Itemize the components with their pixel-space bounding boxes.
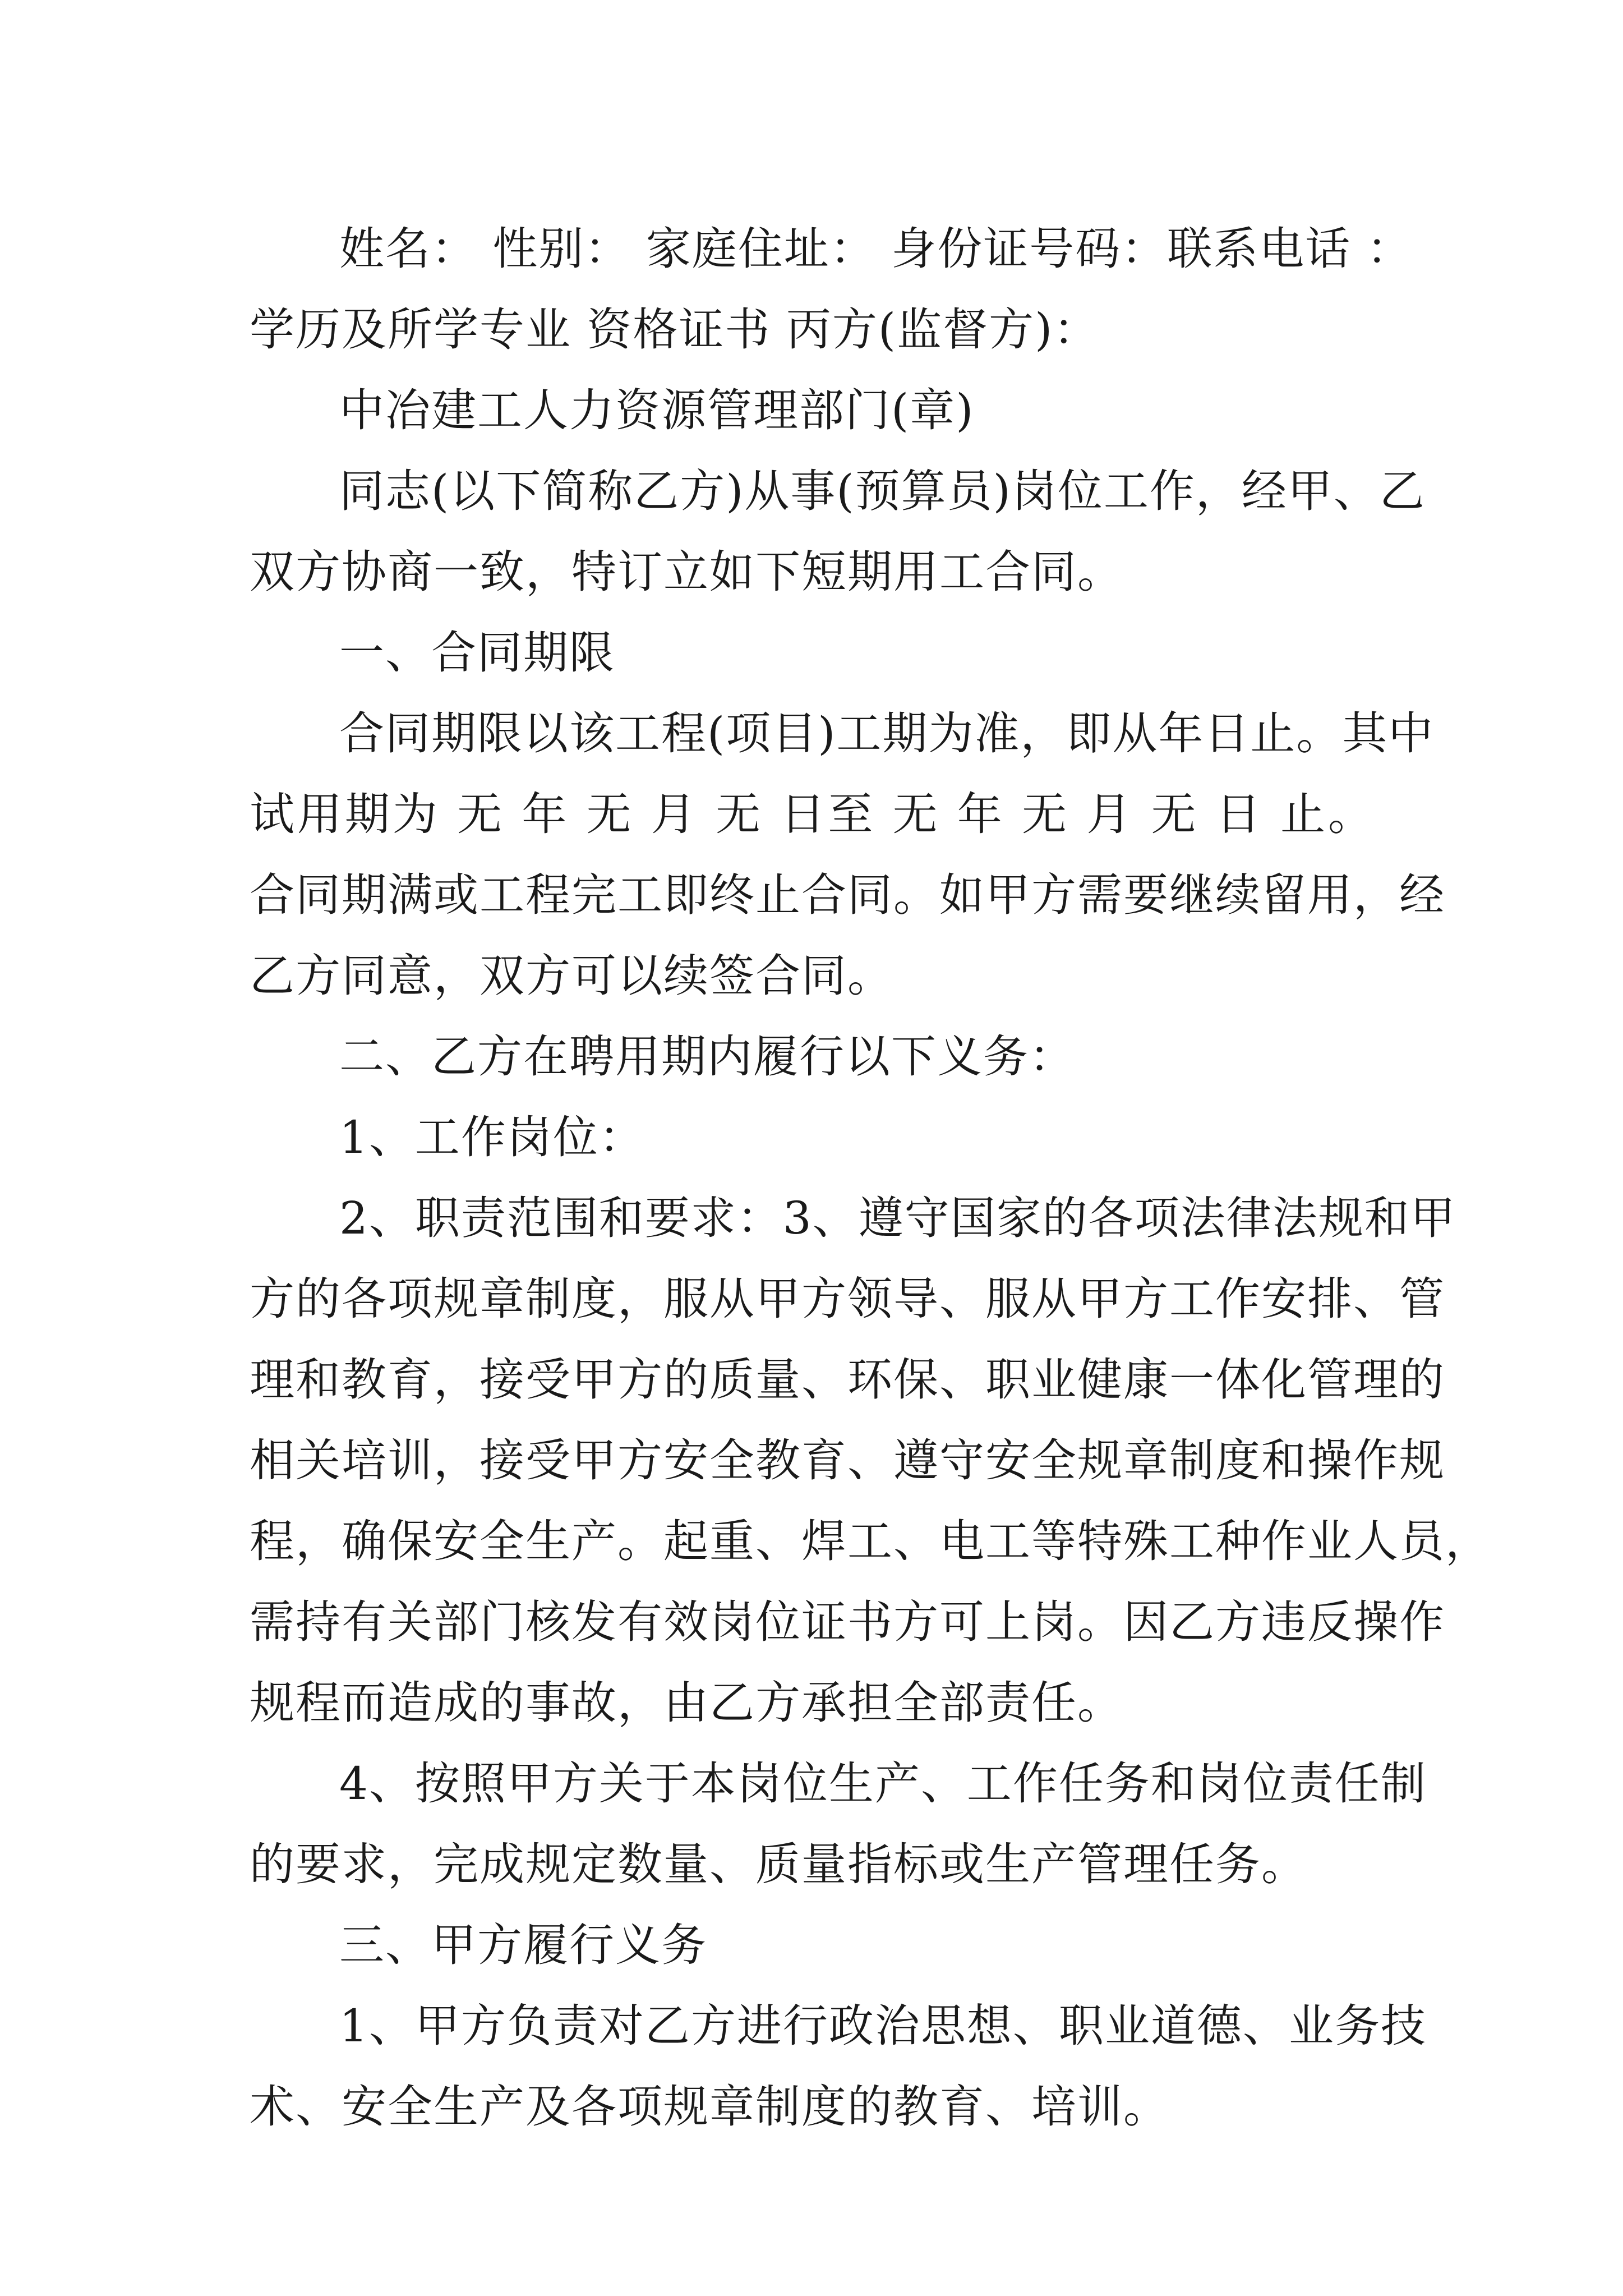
text-line: 中冶建工人力资源管理部门(章) — [339, 384, 975, 436]
text-line: 学历及所学专业 资格证书 丙方(监督方)： — [250, 303, 1100, 356]
section-heading-contract-term — [250, 613, 1374, 693]
text-line: 的要求，完成规定数量、质量指标或生产管理任务。 — [250, 1838, 1307, 1890]
paragraph-department-seal — [250, 370, 1374, 451]
text-line: 三、甲方履行义务 — [339, 1919, 707, 1971]
text-line: 需持有关部门核发有效岗位证书方可上岗。因乙方违反操作 — [250, 1596, 1445, 1648]
text-line: 试用期为 无 年 无 月 无 日至 无 年 无 月 无 日 止。 — [250, 788, 1374, 840]
text-line: 同志(以下简称乙方)从事(预算员)岗位工作，经甲、乙 — [339, 465, 1426, 517]
paragraph-intro — [250, 451, 1426, 613]
text-line: 方的各项规章制度，服从甲方领导、服从甲方工作安排、管 — [250, 1273, 1445, 1325]
section-heading-party-a-duties — [250, 1905, 1374, 1986]
text-line: 一、合同期限 — [339, 627, 615, 679]
paragraph-contract-term — [250, 693, 1445, 1016]
text-line: 二、乙方在聘用期内履行以下义务： — [339, 1030, 1075, 1083]
text-line: 乙方同意，双方可以续签合同。 — [250, 950, 893, 1002]
paragraph-personal-info — [250, 209, 1413, 370]
text-line: 4、按照甲方关于本岗位生产、工作任务和岗位责任制 — [339, 1757, 1427, 1810]
list-item-training — [250, 1986, 1427, 2147]
text-line: 术、安全生产及各项规章制度的教育、培训。 — [250, 2081, 1169, 2133]
text-line: 2、职责范围和要求：3、遵守国家的各项法律法规和甲 — [339, 1192, 1456, 1244]
list-item-job-position — [250, 1097, 1374, 1178]
section-heading-party-b-duties — [250, 1016, 1374, 1097]
text-line: 合同期满或工程完工即终止合同。如甲方需要继续留用，经 — [250, 869, 1445, 921]
text-line: 1、甲方负责对乙方进行政治思想、职业道德、业务技 — [339, 2000, 1427, 2052]
text-line: 相关培训，接受甲方安全教育、遵守安全规章制度和操作规 — [250, 1434, 1445, 1487]
document-body — [250, 209, 1491, 2147]
text-line: 合同期限以该工程(项目)工期为准，即从年日止。其中 — [339, 707, 1435, 760]
text-line: 双方协商一致，特订立如下短期用工合同。 — [250, 546, 1123, 598]
text-line: 1、工作岗位： — [339, 1111, 645, 1163]
text-line: 理和教育，接受甲方的质量、环保、职业健康一体化管理的 — [250, 1354, 1445, 1406]
list-item-production-tasks — [250, 1743, 1427, 1905]
list-item-responsibilities — [250, 1178, 1491, 1743]
text-line: 规程而造成的事故，由乙方承担全部责任。 — [250, 1677, 1123, 1729]
text-line: 程，确保安全生产。起重、焊工、电工等特殊工种作业人员， — [250, 1515, 1491, 1567]
text-line: 姓名： 性别： 家庭住址： 身份证号码：联系电话 ： — [339, 223, 1413, 275]
